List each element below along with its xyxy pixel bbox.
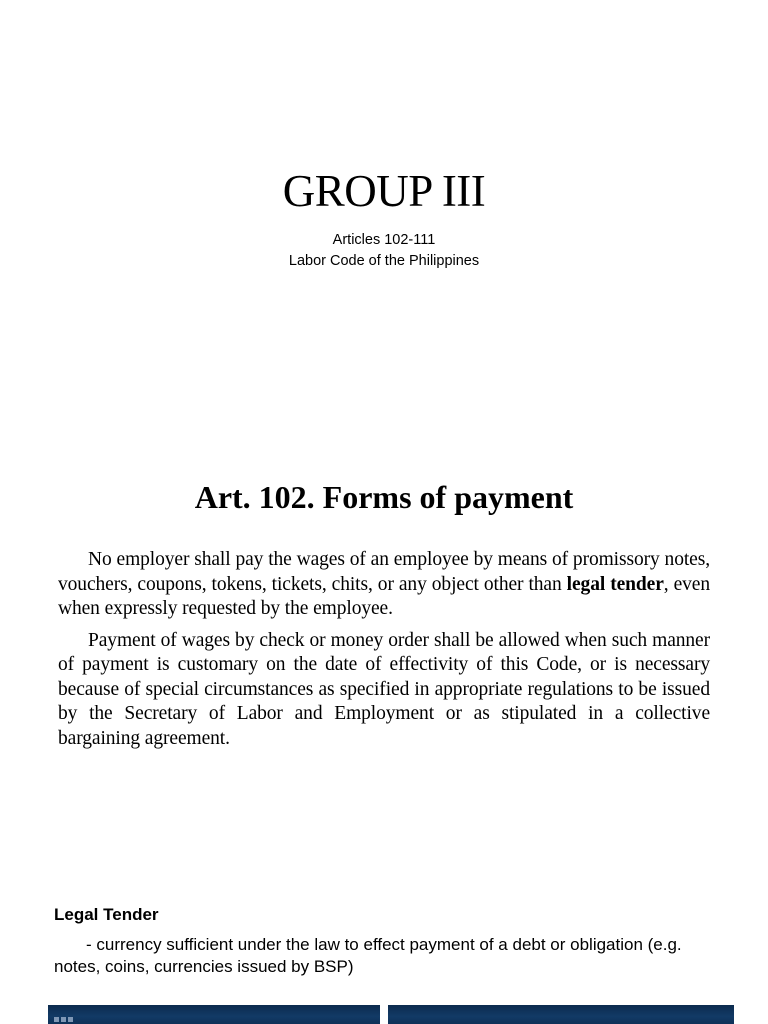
article-body (58, 548, 710, 758)
subtitle-labor-code: Labor Code of the Philippines (288, 253, 480, 269)
subtitle-articles: Articles 102-111 (332, 232, 436, 248)
paragraph-1-text-end: , even when expressly requested by the employee. (58, 573, 710, 619)
slide-indicator-dots (54, 1017, 73, 1022)
indicator-dot (68, 1017, 73, 1022)
next-slide-thumbnail-right (388, 1005, 734, 1024)
indicator-dot (61, 1017, 66, 1022)
legal-tender-heading: Legal Tender (54, 905, 159, 924)
title-slide (0, 0, 768, 430)
article-heading: Art. 102. Forms of payment (194, 479, 574, 515)
group-title: GROUP III (282, 166, 486, 216)
definition-text: - currency sufficient under the law to effect payment of a debt or obligation (e.g. notes, coins, currencies issued by BSP) (54, 935, 682, 976)
next-slide-thumbnail-left (48, 1005, 380, 1024)
legal-tender-definition (54, 934, 724, 978)
paragraph-1-text-start: No employer shall pay the wages of an employee by means of promissory notes, vouchers, coupons, tokens, tickets, chits, or any object other than (58, 549, 710, 595)
legal-tender-term: legal tender (566, 573, 664, 595)
article-paragraph-1 (58, 548, 710, 622)
article-paragraph-2: Payment of wages by check or money order shall be allowed when such manner of payment is customary on the date of effectivity of this Code, or is necessary because of special circumstances as specified in appropriate regulations to be issued by the Secretary of Labor and Employment or as stipulated in a collective bargaining agreement. (58, 629, 710, 749)
indicator-dot (54, 1017, 59, 1022)
